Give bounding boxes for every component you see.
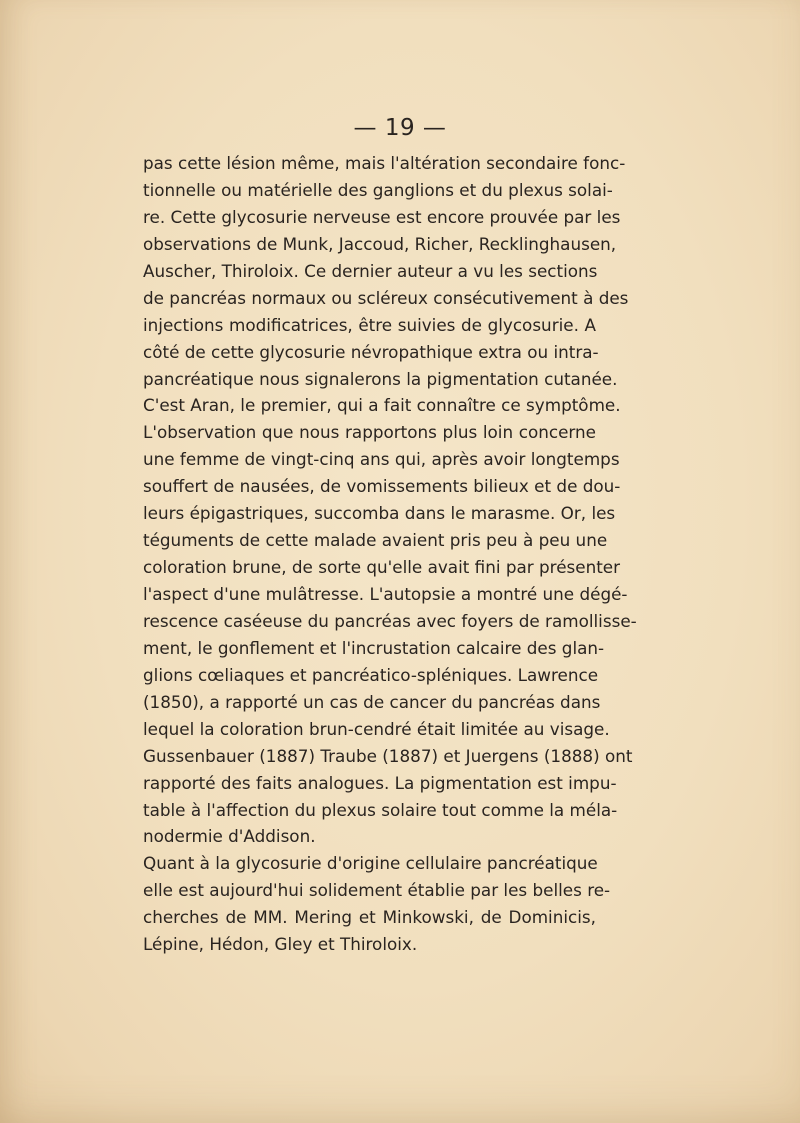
text-line: téguments de cette malade avaient pris peu à peu une	[143, 530, 608, 551]
text-line: coloration brune, de sorte qu'elle avait fini par présenter	[143, 557, 621, 578]
page-number: — 19 —	[353, 115, 447, 141]
text-line: tionnelle ou matérielle des ganglions et du plexus solai-	[143, 179, 613, 200]
text-line: lequel la coloration brun-cendré était limitée au visage.	[143, 718, 610, 739]
text-line: L'observation que nous rapportons plus loin concerne	[143, 422, 596, 443]
text-line: nodermie d'Addison.	[143, 826, 316, 847]
text-line: cherches de MM. Mering et Minkowski, de Dominicis,	[143, 907, 596, 928]
text-line: observations de Munk, Jaccoud, Richer, Recklinghausen,	[143, 233, 617, 254]
text-line: Gussenbauer (1887) Traube (1887) et Juergens (1888) ont	[143, 745, 633, 766]
text-line: elle est aujourd'hui solidement établie par les belles re-	[143, 880, 611, 901]
text-line: rapporté des faits analogues. La pigmentation est impu-	[143, 772, 617, 793]
text-line: pas cette lésion même, mais l'altération secondaire fonc-	[143, 153, 626, 173]
text-line: glions cœliaques et pancréatico-spléniques. Lawrence	[143, 664, 599, 685]
text-line: côté de cette glycosurie névropathique extra ou intra-	[143, 341, 599, 362]
text-line: (1850), a rapporté un cas de cancer du pancréas dans	[143, 691, 601, 712]
text-line: ment, le gonflement et l'incrustation calcaire des glan-	[143, 637, 605, 658]
text-line: re. Cette glycosurie nerveuse est encore prouvée par les	[143, 206, 621, 227]
text-line: Auscher, Thiroloix. Ce dernier auteur a vu les sections	[143, 260, 598, 281]
text-line: C'est Aran, le premier, qui a fait connaître ce symptôme.	[143, 395, 621, 416]
text-line: de pancréas normaux ou scléreux consécutivement à des	[143, 287, 629, 308]
text-line: injections modificatrices, être suivies de glycosurie. A	[143, 314, 596, 335]
text-line: une femme de vingt-cinq ans qui, après avoir longtemps	[143, 449, 620, 470]
text-line: Lépine, Hédon, Gley et Thiroloix.	[143, 934, 418, 955]
body-text	[143, 150, 637, 958]
text-line: l'aspect d'une mulâtresse. L'autopsie a montré une dégé-	[143, 584, 628, 604]
text-line: souffert de nausées, de vomissements bilieux et de dou-	[143, 476, 621, 497]
text-line: pancréatique nous signalerons la pigmentation cutanée.	[143, 368, 618, 389]
text-line: Quant à la glycosurie d'origine cellulaire pancréatique	[143, 853, 598, 874]
text-line: leurs épigastriques, succomba dans le marasme. Or, les	[143, 503, 616, 524]
text-line: table à l'affection du plexus solaire tout comme la méla-	[143, 799, 618, 820]
text-line: rescence caséeuse du pancréas avec foyers de ramollisse-	[143, 610, 637, 631]
